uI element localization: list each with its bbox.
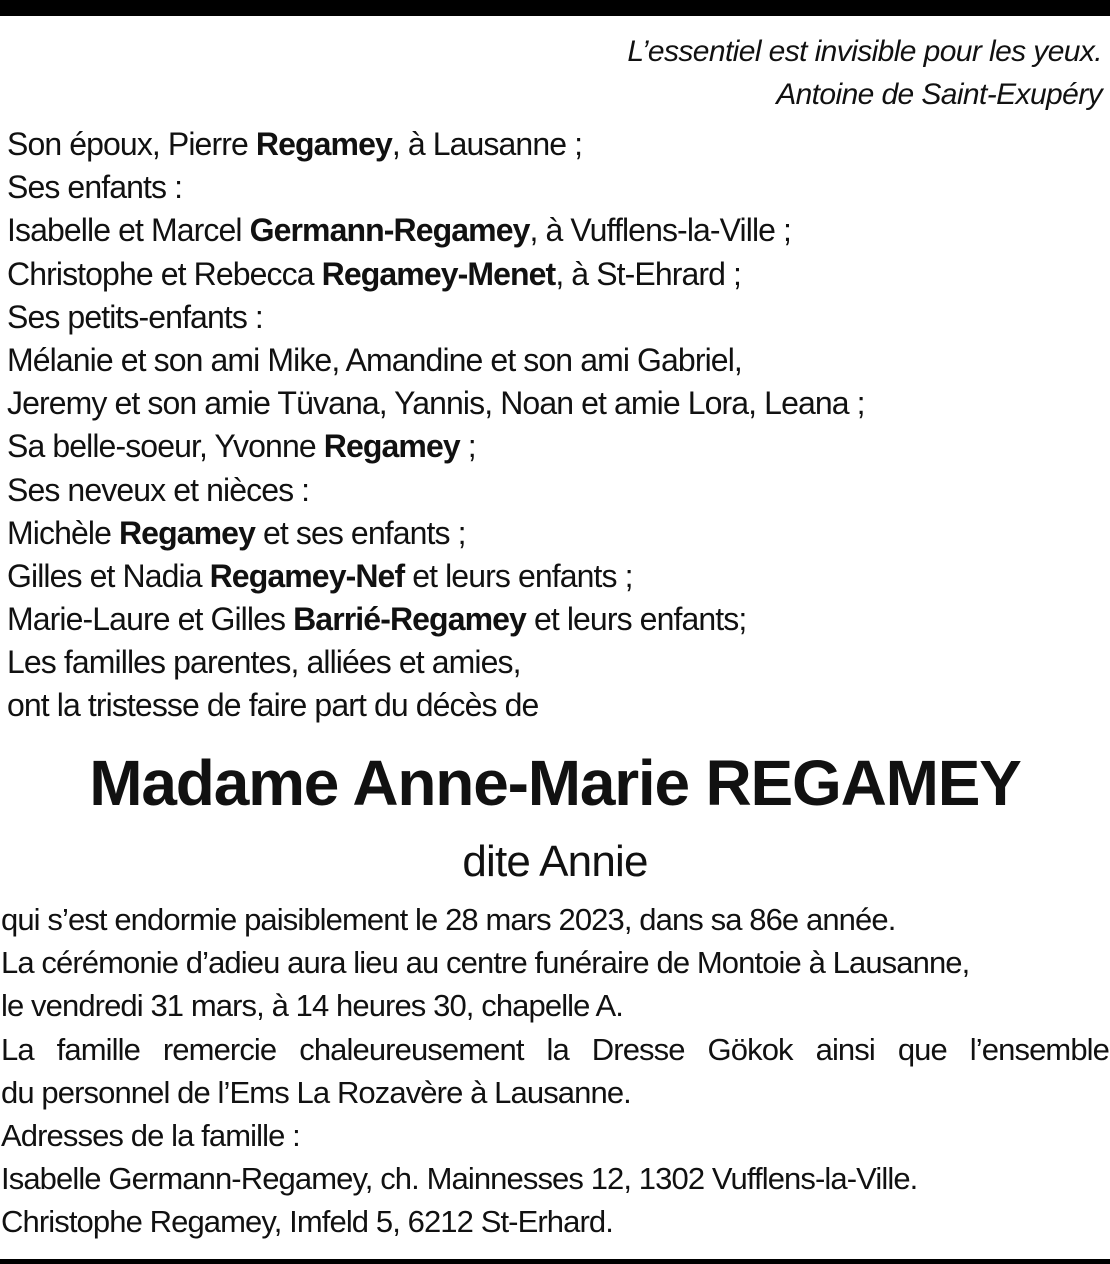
surname: Germann-Regamey xyxy=(249,212,530,249)
ceremony-line: La cérémonie d’adieu aura lieu au centre funéraire de Montoie à Lausanne, xyxy=(1,945,970,981)
relatives-line: Les familles parentes, alliées et amies, xyxy=(7,644,521,681)
grandchildren-line: Mélanie et son ami Mike, Amandine et son ami Gabriel, xyxy=(7,341,742,378)
death-date-line: qui s’est endormie paisiblement le 28 mars 2023, dans sa 86e année. xyxy=(1,902,896,937)
epigraph-author: Antoine de Saint-Exupéry xyxy=(776,78,1102,111)
nephew-line: Michèle Regamey et ses enfants ; xyxy=(7,514,466,551)
details-text xyxy=(1,898,1109,1244)
nephew-line: Gilles et Nadia Regamey-Nef et leurs enfants ; xyxy=(7,557,633,594)
child-line: Christophe et Rebecca Regamey-Menet, à St-Ehrard ; xyxy=(7,255,742,292)
surname: Regamey-Nef xyxy=(209,557,405,594)
epigraph-text: L’essentiel est invisible pour les yeux. xyxy=(627,35,1102,68)
grandchildren-line: Jeremy et son amie Tüvana, Yannis, Noan et amie Lora, Leana ; xyxy=(7,385,865,422)
grandchildren-heading: Ses petits-enfants : xyxy=(7,298,263,335)
addresses-heading: Adresses de la famille : xyxy=(1,1117,300,1153)
surname: Regamey xyxy=(255,126,392,162)
ceremony-time-line: le vendredi 31 mars, à 14 heures 30, chapelle A. xyxy=(1,988,623,1024)
deceased-name: Madame Anne-Marie REGAMEY xyxy=(89,747,1021,819)
surname: Regamey xyxy=(323,428,460,465)
thanks-line-continued: du personnel de l’Ems La Rozavère à Lausanne. xyxy=(1,1074,631,1110)
nephew-line: Marie-Laure et Gilles Barrié-Regamey et leurs enfants; xyxy=(7,601,747,638)
spouse-line: Son époux, Pierre Regamey, à Lausanne ; xyxy=(7,126,583,162)
surname: Regamey xyxy=(118,514,255,551)
bottom-rule xyxy=(0,1259,1110,1264)
deceased-nickname: dite Annie xyxy=(462,837,648,886)
children-heading: Ses enfants : xyxy=(7,169,183,206)
top-rule xyxy=(0,0,1110,16)
child-line: Isabelle et Marcel Germann-Regamey, à Vufflens-la-Ville ; xyxy=(7,212,792,249)
epigraph xyxy=(627,30,1102,116)
surname: Barrié-Regamey xyxy=(293,601,526,638)
announcement-line: ont la tristesse de faire part du décès de xyxy=(7,687,539,724)
sister-in-law-line: Sa belle-soeur, Yvonne Regamey ; xyxy=(7,428,476,465)
surname: Regamey-Menet xyxy=(321,255,556,292)
nephews-heading: Ses neveux et nièces : xyxy=(7,471,310,508)
address-line: Christophe Regamey, Imfeld 5, 6212 St-Erhard. xyxy=(1,1204,613,1240)
thanks-line: La famille remercie chaleureusement la Dresse Gökok ainsi que l’ensemble xyxy=(1,1031,1109,1067)
family-list xyxy=(7,123,865,728)
address-line: Isabelle Germann-Regamey, ch. Mainnesses 12, 1302 Vufflens-la-Ville. xyxy=(1,1161,918,1197)
